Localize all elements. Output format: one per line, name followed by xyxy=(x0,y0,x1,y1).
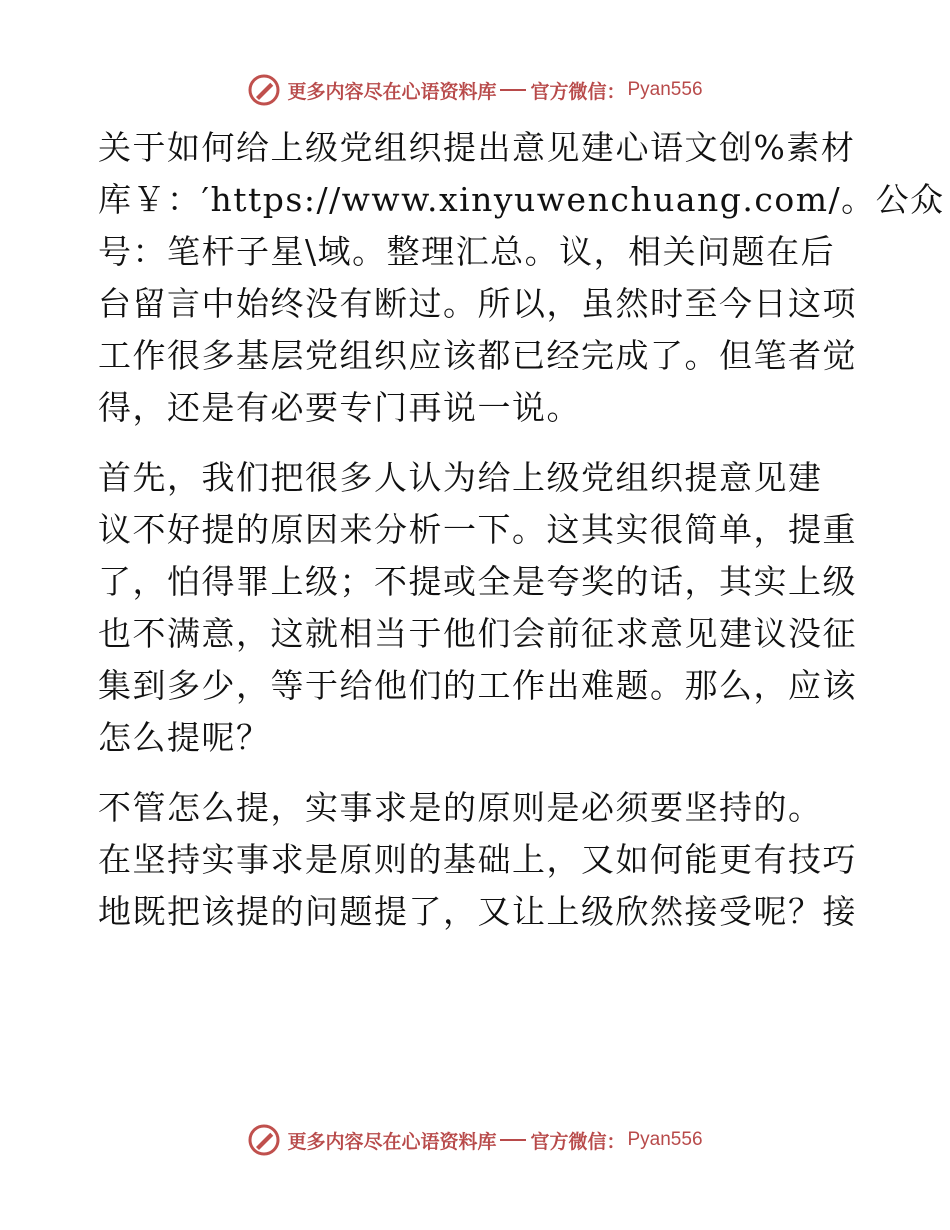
text-line: 了，怕得罪上级；不提或全是夸奖的话，其实上级 xyxy=(98,562,857,601)
header-dash xyxy=(500,89,526,91)
header-wechat-label: 官方微信： xyxy=(530,80,626,103)
header-banner xyxy=(0,70,950,110)
text-line: 首先，我们把很多人认为给上级党组织提意见建 xyxy=(98,458,823,497)
paragraph-2 xyxy=(98,452,858,764)
text-line: 号：笔杆子星\域。整理汇总。议，相关问题在后 xyxy=(98,232,836,271)
footer-wechat-id: Pyan556 xyxy=(627,1129,703,1150)
footer-dash xyxy=(500,1139,526,1141)
text-line: 台留言中始终没有断过。所以，虽然时至今日这项 xyxy=(98,284,857,323)
text-line: 集到多少，等于给他们的工作出难题。那么，应该 xyxy=(98,666,857,705)
footer-wechat-label: 官方微信： xyxy=(530,1130,626,1153)
text-line: 怎么提呢？ xyxy=(98,718,271,757)
text-line: 也不满意，这就相当于他们会前征求意见建议没征 xyxy=(98,614,857,653)
text-line: 关于如何给上级党组织提出意见建心语文创%素材 xyxy=(98,128,856,167)
text-line: 工作很多基层党组织应该都已经完成了。但笔者觉 xyxy=(98,336,857,375)
footer-banner xyxy=(0,1120,950,1160)
header-brand-text: 更多内容尽在心语资料库 xyxy=(287,80,497,103)
text-line: 在坚持实事求是原则的基础上，又如何能更有技巧 xyxy=(98,840,857,879)
brand-logo-icon xyxy=(247,73,281,107)
text-line: 不管怎么提，实事求是的原则是必须要坚持的。 xyxy=(98,788,823,827)
text-line: 得，还是有必要专门再说一说。 xyxy=(98,388,581,427)
text-line: 库￥：′https://www.xinyuwenchuang.com/。公众 xyxy=(98,180,945,219)
paragraph-3 xyxy=(98,782,858,938)
document-body xyxy=(98,122,945,956)
text-line: 议不好提的原因来分析一下。这其实很简单，提重 xyxy=(98,510,857,549)
header-wechat-id: Pyan556 xyxy=(627,79,703,100)
paragraph-1 xyxy=(98,122,945,434)
text-line: 地既把该提的问题提了，又让上级欣然接受呢？接 xyxy=(98,892,857,931)
footer-brand-text: 更多内容尽在心语资料库 xyxy=(287,1130,497,1153)
brand-logo-icon xyxy=(247,1123,281,1157)
